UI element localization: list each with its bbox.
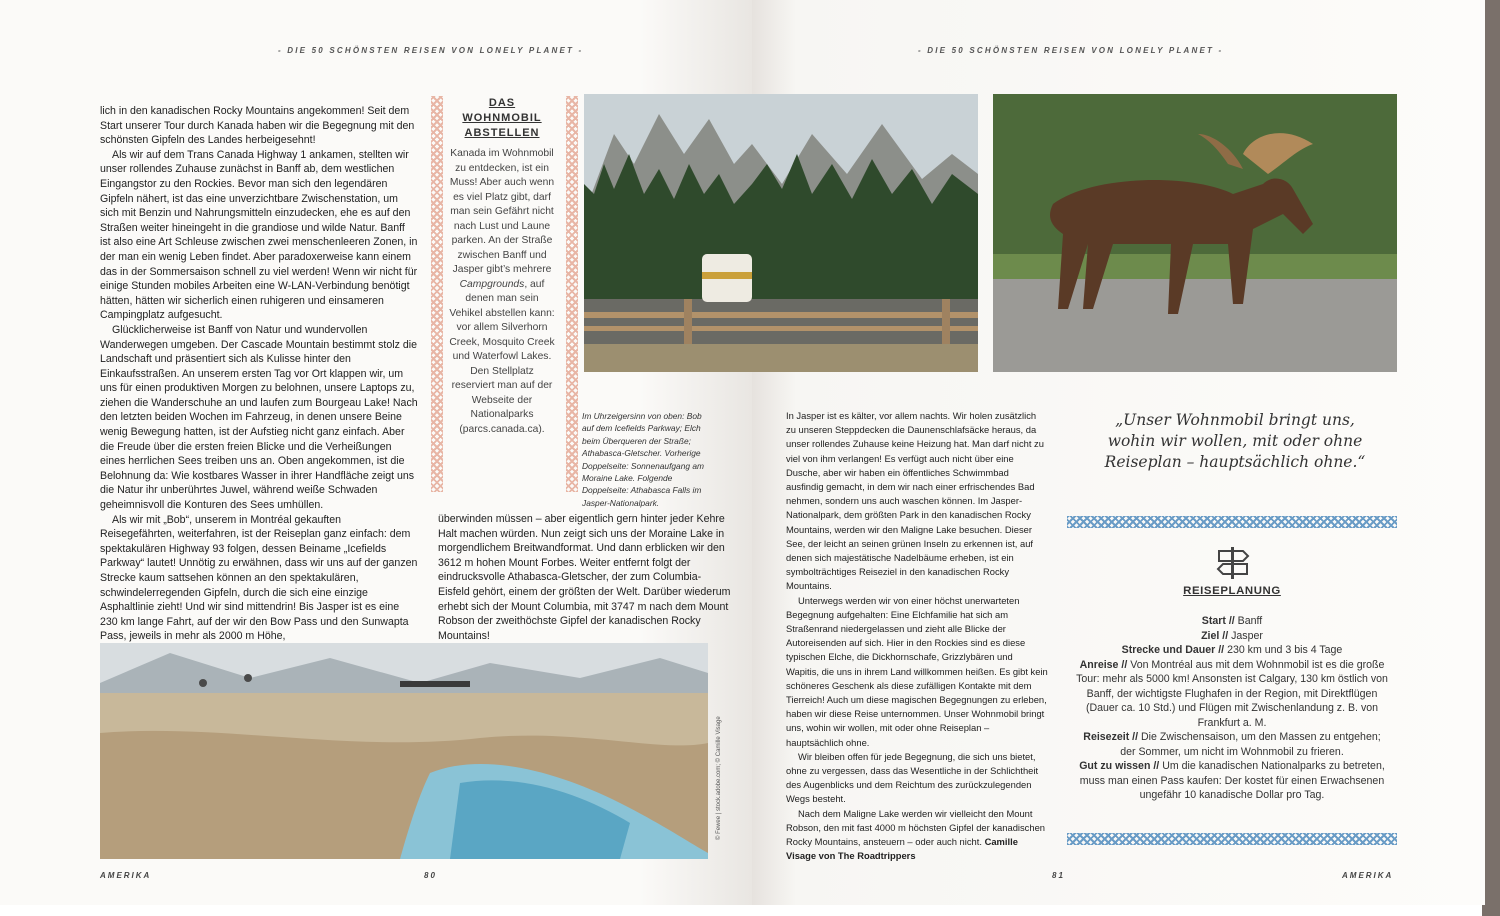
paragraph [786, 807, 1048, 864]
author-byline: Camille Visage von The Roadtrippers [786, 836, 1018, 862]
running-header-right: - DIE 50 SCHÖNSTEN REISEN VON LONELY PLANET - [918, 46, 1224, 55]
reiseplanung-facts [1076, 614, 1388, 803]
pull-quote: „Unser Wohnmobil bringt uns, wohin wir wollen, mit oder ohne Reiseplan – hauptsächlich ohne.“ [1104, 411, 1366, 471]
page-number-left: 80 [424, 871, 437, 880]
left-text-column [100, 104, 418, 644]
sidebar-box [448, 96, 556, 437]
paragraph: Glücklicherweise ist Banff von Natur und wundervollen Wanderwegen umgeben. Der Cascade Mountain bestimmt stolz die Landschaft und präsentiert sich als Kulisse hinter den Einkaufsstraßen. An unserem ersten Tag vor Ort klappen wir, um uns für einen produktiven Morgen zu belohnen, unsere Laptops zu, ziehen die Wanderschuhe an und laufen zum Bourgeau Lake! Nach den letzten beiden Wochen im Fahrzeug, in denen unsere Beine wenig Bewegung hatten, ist der Aufstieg nicht ganz einfach. Aber die Freude über die ersten freien Blicke und die Verheißungen eines herrlichen Sees treiben uns an. Oben angekommen, ist die Belohnung da: Wie kostbares Wasser in ihrer Handfläche zeigt uns die Natur ihr unberührtes Juwel, während weiße Schwaden geheimnisvoll die Konturen des Sees umhüllen. [100, 323, 418, 512]
sidebar-border-right [566, 96, 578, 492]
fact-value: Banff [1234, 615, 1263, 627]
paragraph: Als wir mit „Bob“, unserem in Montréal gekauften Reisegefährten, weiterfahren, ist der Reiseplan ganz einfach: dem spektakulären Highway 93 folgen, dessen Beiname „Icefields Parkway“ lautet! Unnötig zu erwähnen, dass wir uns auf der ganzen Strecke kaum sattsehen können an den spektakulären, schwindelerregenden Gipfeln, durch die sich eine einzige Asphaltlinie zieht! Und wir sind mittendrin! Bis Jasper ist es eine 230 km lange Fahrt, auf der wir den Bow Pass und den Sunwapta Pass, jeweils in mehr als 2000 m Höhe, [100, 513, 418, 643]
fact-key: Ziel // [1201, 629, 1229, 642]
fact-value: Jasper [1228, 629, 1263, 642]
photo-credit-left: © Fewee | stock.adobe.com; © Camille Visage [716, 716, 722, 840]
right-text-column [786, 409, 1048, 864]
fact-ziel [1076, 629, 1388, 644]
reiseplanung-title: REISEPLANUNG [1183, 585, 1281, 597]
paragraph: Wir bleiben offen für jede Begegnung, die sich uns bietet, ohne zu vergessen, dass das Wesentliche in der Schlichtheit des Augenblicks und dem Reichtum des zurückzulegenden Wegs besteht. [786, 750, 1039, 805]
fact-value: 230 km und 3 bis 4 Tage [1224, 644, 1343, 656]
left-page [0, 0, 752, 905]
fact-strecke [1076, 643, 1388, 658]
fact-key: Start // [1201, 615, 1235, 627]
paragraph: In Jasper ist es kälter, vor allem nachts. Wir holen zusätzlich zu unseren Steppdecken die Daunenschlafsäcke heraus, da unser rollendes Zuhause keine Heizung hat. Man darf nicht zu viel von ihm verlangen! Es verfügt auch nicht über eine Dusche, aber wir haben ein öffentliches Schwimmbad ausfindig gemacht, in dem wir nach einer erfrischendes Bad nehmen, sondern uns auch waschen können. Im Jasper-Nationalpark, dem größten Park in den kanadischen Rocky Mountains, werden wir den Maligne Lake besuchen. Dieser See, der leicht an seinen grünen Inseln zu erkennen ist, auf denen sich majestätische Nadelbäume erheben, ist ein symbolträchtiges Reiseziel in den kanadischen Rocky Mountains. [786, 410, 1044, 592]
fact-key: Gut zu wissen // [1079, 760, 1160, 772]
photo-van-continued [752, 94, 978, 372]
photo-moose [993, 94, 1397, 372]
paragraph: lich in den kanadischen Rocky Mountains angekommen! Seit dem Start unserer Tour durch Kanada haben wir die Begegnung mit den schönsten Gipfeln des Landes herbeigesehnt! [100, 105, 415, 147]
fact-anreise [1076, 658, 1388, 731]
fact-reisezeit [1076, 730, 1388, 759]
sidebar-text-part: , auf denen man sein Vehikel abstellen kann: vor allem Silverhorn Creek, Mosquito Creek und Waterfowl Lakes. Den Stellplatz reserviert man auf der Webseite der Nationalparks (parcs.canada.ca). [449, 278, 555, 435]
fact-start [1076, 614, 1388, 629]
fact-gut-zu-wissen [1076, 759, 1388, 803]
page-number-right: 81 [1052, 871, 1065, 880]
paragraph: überwinden müssen – aber eigentlich gern hinter jeder Kehre Halt machen würden. Nun zeigt sich uns der Moraine Lake in morgendlichem Breitwandformat. Und dann erblicken wir den 3612 m hohen Mount Forbes. Weiter entfernt folgt der eindrucksvolle Athabasca-Gletscher, der zum Columbia-Eisfeld gehört, einem der größten der Welt. Darüber wiederum erhebt sich der Mount Columbia, mit 3747 m nach dem Mount Robson der zweithöchste Gipfel der kanadischen Rocky Mountains! [438, 513, 731, 642]
paragraph-text: Nach dem Maligne Lake werden wir vielleicht den Mount Robson, den mit fast 4000 m höchsten Gipfel der kanadischen Rocky Mountains, ansteuern – oder auch nicht. [786, 807, 1046, 848]
fact-value: Von Montréal aus mit dem Wohnmobil ist es die große Tour: mehr als 5000 km! Ansonsten ist Calgary, 130 km östlich von Banff, der wichtigste Flughafen in der Region, mit Direktflügen (Dauer ca. 10 Std.) und Flügen mit Zwischenlandung z. B. von Frankfurt a. M. [1076, 658, 1388, 729]
photo-caption: Im Uhrzeigersinn von oben: Bob auf dem Icefields Parkway; Elch beim Überqueren der Straße; Athabasca-Gletscher. Vorherige Doppelseite: Sonnenaufgang am Moraine Lake. Folgende Doppelseite: Athabasca Falls im Jasper-Nationalpark. [582, 411, 704, 508]
paragraph: Unterwegs werden wir von einer höchst unerwarteten Begegnung aufgehalten: Eine Elchfamilie hat sich am Straßenrand niedergelassen und zieht alle Blicke der Autoreisenden auf sich. Hier in den Rockies sind es diese typischen Elche, die Dickhornschafe, Grizzlybären und Wapitis, die uns in ihrem Land willkommen heißen. Es gibt kein schöneres Geschenk als diese zufälligen Kontakte mit dem Tierreich! Auch um diese magischen Begegnungen zu erleben, haben wir diese Reise unternommen. Unser Wohnmobil bringt uns, wohin wir wollen, mit oder ohne Reiseplan – hauptsächlich ohne. [786, 594, 1048, 748]
middle-text-column [438, 512, 732, 643]
sidebar-title: DAS WOHNMOBIL ABSTELLEN [462, 97, 542, 139]
footer-section-left: AMERIKA [100, 871, 152, 880]
signpost-icon [1213, 545, 1253, 581]
photo-van [584, 94, 752, 372]
running-header-left: - DIE 50 SCHÖNSTEN REISEN VON LONELY PLANET - [278, 46, 584, 55]
sidebar-border-left [431, 96, 443, 492]
fact-key: Reisezeit // [1083, 731, 1139, 743]
fact-key: Anreise // [1079, 658, 1128, 671]
fact-key: Strecke und Dauer // [1121, 644, 1225, 656]
decorative-band-bottom [1067, 833, 1397, 845]
paragraph: Als wir auf dem Trans Canada Highway 1 ankamen, stellten wir unser rollendes Zuhause zunächst in Banff ab, dem westlichen Eingangstor zu den Rockies. Bevor man sich den legendären Gipfeln nähert, ist das eine unverzichtbare Zwischenstation, um sich mit Benzin und Nahrungsmitteln einzudecken, ehe es auf den Straßen weiter hineingeht in die grandiose und wilde Natur. Banff ist also eine Art Schleuse zwischen zwei menschenleeren Zonen, in der man ein wenig Leben findet. Aber paradoxerweise kann einem das in der Sommersaison schnell zu viel werden! Wenn wir nicht für einige Stunden mobiles Arbeiten eine W-LAN-Verbindung benötigt hätten, hätten wir sicherlich einen ruhigeren und einsameren Campingplatz aufgesucht. [100, 148, 418, 322]
sidebar-text-part: Kanada im Wohnmobil zu entdecken, ist ein Muss! Aber auch wenn es viel Platz gibt, darf man sein Gefährt nicht nach Lust und Laune parken. An der Straße zwischen Banff und Jasper gibt’s mehrere [449, 148, 555, 275]
sidebar-text [448, 147, 556, 437]
sidebar-text-emphasis: Campgrounds [459, 278, 525, 290]
photo-glacier [100, 643, 708, 859]
footer-section-right: AMERIKA [1342, 871, 1394, 880]
decorative-band-top [1067, 516, 1397, 528]
fact-value: Die Zwischensaison, um den Massen zu entgehen; der Sommer, um nicht im Wohnmobil zu frieren. [1120, 731, 1381, 758]
fact-value: Um die kanadischen Nationalparks zu betreten, muss man einen Pass kaufen: Der kostet für einen Erwachsenen ungefähr 10 kanadische Dollar pro Tag. [1079, 760, 1385, 801]
